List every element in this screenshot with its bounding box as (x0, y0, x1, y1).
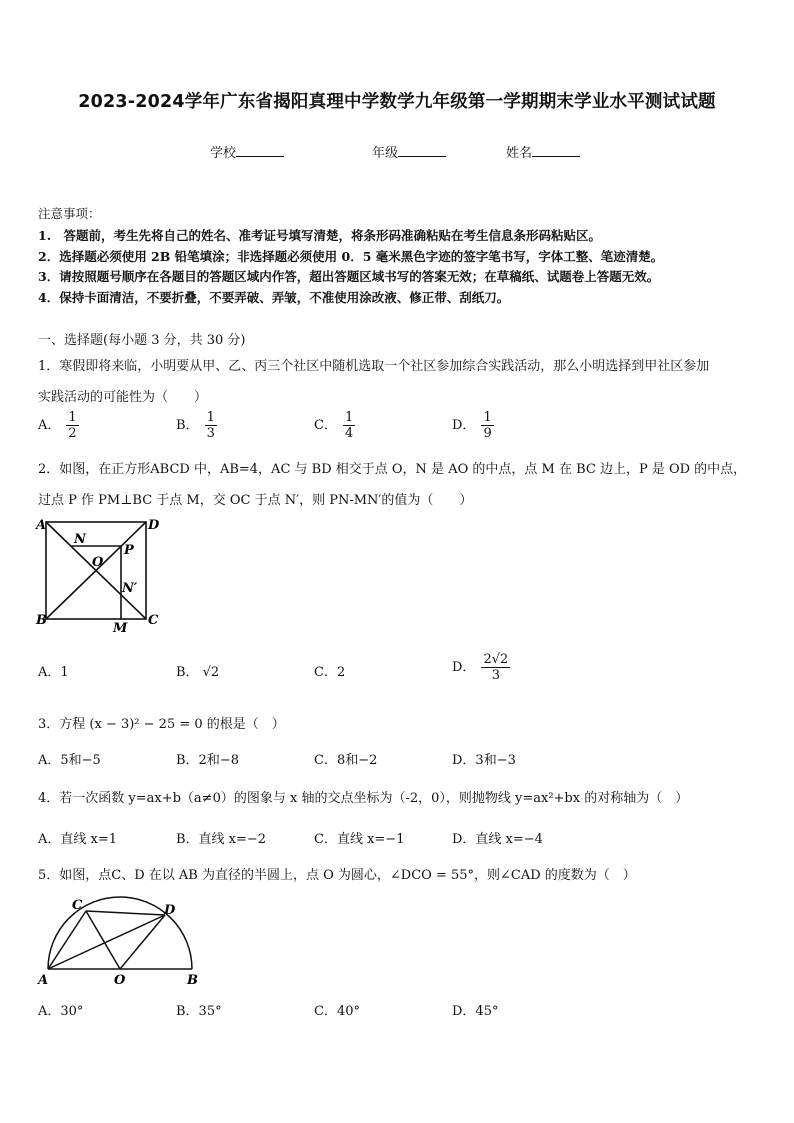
label-n-prime: N′ (122, 581, 138, 596)
q5-option-b: B．35° (176, 1004, 222, 1019)
q1-option-b: B． $\frac{1}{3}$ (176, 410, 215, 441)
label-a: A (36, 518, 47, 533)
label-d: D (148, 518, 160, 533)
section-heading: 一、选择题(每小题 3 分，共 30 分) (38, 333, 246, 348)
q1-option-c: C． $\frac{1}{4}$ (314, 410, 354, 441)
page-title: 2023-2024学年广东省揭阳真理中学数学九年级第一学期期末学业水平测试试题 (78, 92, 716, 112)
q2-option-d: D． $\frac{2√2}{3}$ (452, 652, 509, 683)
q3-option-c: C．8和−2 (314, 753, 378, 768)
question-3-text: 3．方程 (x − 3)² − 25 = 0 的根是（ ） (38, 717, 285, 732)
school-field (210, 142, 284, 161)
label-n: N (74, 532, 86, 547)
segment-od (120, 915, 165, 969)
note-item: 3．请按照题号顺序在各题目的答题区域内作答，超出答题区域书写的答案无效；在草稿纸、试题卷上答题无效。 (38, 269, 660, 284)
notes-heading: 注意事项： (38, 206, 101, 221)
name-field (506, 142, 580, 161)
question-2-text-2: 过点 P 作 PM⊥BC 于点 M，交 OC 于点 N′，则 PN-MN′的值为（ ） (38, 493, 473, 508)
label-c: C (72, 898, 83, 913)
label-b: B (187, 973, 198, 988)
label-d: D (164, 903, 176, 918)
label-p: P (124, 543, 134, 558)
q5-option-a: A．30° (38, 1004, 84, 1019)
grade-field (372, 142, 446, 161)
school-label: 学校 (210, 146, 237, 161)
grade-label: 年级 (372, 146, 399, 161)
label-m: M (113, 621, 128, 636)
square-figure (34, 512, 164, 636)
question-1-text: 1．寒假即将来临，小明要从甲、乙、丙三个社区中随机选取一个社区参加综合实践活动，那么小明选择到甲社区参加 (38, 359, 710, 374)
q1-option-d: D． $\frac{1}{9}$ (452, 410, 492, 441)
segment-cd (86, 911, 165, 915)
name-label: 姓名 (506, 146, 533, 161)
q4-option-a: A．直线 x=1 (38, 832, 118, 847)
q4-option-c: C．直线 x=−1 (314, 832, 405, 847)
q2-option-a: A．1 (38, 665, 69, 680)
note-item: 1. 答题前，考生先将自己的姓名、准考证号填写清楚，将条形码准确粘贴在考生信息条形码粘贴区。 (38, 228, 602, 243)
q3-option-b: B．2和−8 (176, 753, 239, 768)
q2-option-b: B． √2 (176, 665, 220, 680)
label-a: A (38, 973, 49, 988)
q3-option-a: A．5和−5 (38, 753, 101, 768)
label-c: C (148, 613, 159, 628)
question-2-text: 2．如图，在正方形ABCD 中，AB=4，AC 与 BD 相交于点 O，N 是 AO 的中点，点 M 在 BC 边上，P 是 OD 的中点， (38, 462, 747, 477)
question-5-text: 5．如图，点C、D 在以 AB 为直径的半圆上，点 O 为圆心，∠DCO = 55°，则∠CAD 的度数为（ ） (38, 868, 636, 883)
q1-option-a: A． $\frac{1}{2}$ (38, 410, 77, 441)
q2-option-c: C．2 (314, 665, 346, 680)
segment-co (86, 911, 120, 969)
q4-option-d: D．直线 x=−4 (452, 832, 543, 847)
label-o: O (114, 973, 126, 988)
question-4-text: 4．若一次函数 y=ax+b（a≠0）的图象与 x 轴的交点坐标为（-2，0），则抛物线 y=ax²+bx 的对称轴为（ ） (38, 791, 689, 806)
q5-option-c: C．40° (314, 1004, 360, 1019)
q3-option-d: D．3和−3 (452, 753, 516, 768)
q4-option-b: B．直线 x=−2 (176, 832, 267, 847)
label-o: O (92, 555, 104, 570)
note-item: 4．保持卡面清洁，不要折叠，不要弄破、弄皱，不准使用涂改液、修正带、刮纸刀。 (38, 290, 510, 305)
q5-option-d: D．45° (452, 1004, 499, 1019)
label-b: B (36, 613, 47, 628)
question-1-text-2: 实践活动的可能性为（ ） (38, 390, 208, 405)
semicircle-figure (34, 894, 214, 990)
note-item: 2．选择题必须使用 2B 铅笔填涂；非选择题必须使用 0．5 毫米黑色字迹的签字笔书写，字体工整、笔迹清楚。 (38, 249, 664, 264)
